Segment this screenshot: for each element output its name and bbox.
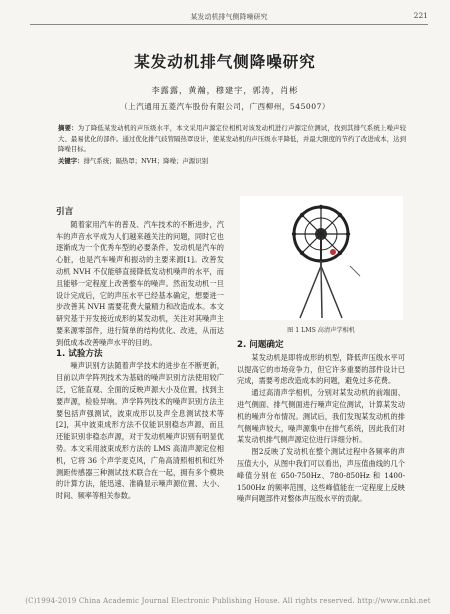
running-header	[30, 10, 428, 25]
camera-photo	[240, 196, 403, 320]
problem-paragraph-3: 图2反映了发动机在整个测试过程中各频率的声压值大小，从图中我们可以看出，声压值曲线的几个峰值分别在 650-750Hz、780-850Hz 和 1400-1500Hz 的频率范围，这些峰值能在一定程度上反映噪声问题部件对整体声压级水平的贡献。	[237, 447, 405, 504]
article-title: 某发动机排气侧降噪研究	[134, 53, 316, 71]
keywords-text: 排气系统；隔热罩；NVH；降噪；声源识别	[83, 157, 208, 165]
page-number: 221	[413, 11, 428, 20]
problem-paragraph-2: 通过高清声学相机，分别对某发动机的前端面、进气侧面、排气侧面进行噪声定位测试，计算某发动机的噪声分布情况。测试后，我们发现某发动机的排气侧噪声较大，噪声源集中在排气系统，因此我们对某发动机排气侧声源定位进行详细分析。	[237, 388, 405, 445]
left-column	[56, 207, 224, 502]
right-column	[237, 340, 405, 505]
copyright-footer: (C)1994-2019 China Academic Journal Electronic Publishing House. All rights reserved. http://www.cnki.net	[25, 597, 431, 605]
running-title: 某发动机排气侧降噪研究	[190, 13, 268, 21]
abstract-text: 为了降低某发动机的声压级水平，本文采用声源定位相机对该发动机进行声源定位测试，找到其排气系统上噪声较大、最易优化的部件。通过优化排气歧管隔热罩设计，使某发动机的声压级水平降低，并最大限度的节约了改进成本，达到降噪目标。	[58, 124, 407, 153]
method-paragraph: 噪声识别方法随着声学技术的进步在不断更新，目前以声学阵列技术为基础的噪声识别方法使用较广泛，它能直观、全面的反映声源大小及位置，找到主要声源，检验异响。声学阵列技术的噪声识别方法主要包括声强测试，波束成形以及声全息测试技术等[2]，其中波束成形方法不仅能识别稳态声源，而且还能识别非稳态声源，对于发动机噪声识别有明显优势。本文采用波束成形方法的 LMS 高清声源定位相机，它将 36 个声学麦克风，广角高清照相机和红外测距传感器三种测试技术联合在一起，拥有多个模块的计算方法，能迅速、准确显示噪声源位置、大小、时间、频率等相关参数。	[56, 361, 224, 501]
author-affiliation: （上汽通用五菱汽车股份有限公司，广西柳州，545007）	[119, 102, 331, 111]
method-heading: 1. 试验方法	[56, 348, 103, 359]
problem-paragraph-1: 某发动机是即将成形的机型，降低声压级水平可以提高它的市场竞争力，但它许多重要的部件设计已完成，需要考虑改造成本的问题，避免过多花费。	[237, 352, 405, 386]
keywords	[58, 156, 406, 166]
intro-paragraph: 随着家用汽车的普及、汽车技术的不断进步，汽车的声音水平成为人们越来越关注的问题，同时它也逐渐成为一个优秀车型的必要条件。发动机是汽车的心脏，也是汽车噪声和振动的主要来源[1]。改善发动机 NVH 不仅能够直接降低发动机噪声的水平，而且能够一定程度上改善整车的噪声。然而发动机一旦设计完成后，它的声压水平已经基本确定，想要进一步改善其 NVH 需要花费大量精力和改造成本。本文研究基于开发接近成形的某发动机，关注对其噪声主要来源零部件，进行简单的结构优化、改进，从而达到低成本改善噪声水平的目的。	[56, 219, 224, 347]
figure-caption: 图 1 LMS 高清声学相机	[287, 327, 355, 334]
problem-heading: 2. 问题确定	[237, 340, 284, 350]
figure-lms-camera	[240, 196, 403, 320]
abstract-label: 摘要：	[58, 124, 78, 132]
author-list: 李露露，黄瀚，穆建宇，郭涛，肖彬	[151, 85, 299, 95]
intro-heading: 引言	[56, 207, 74, 217]
keywords-label: 关键字：	[58, 157, 84, 165]
abstract	[58, 123, 406, 155]
